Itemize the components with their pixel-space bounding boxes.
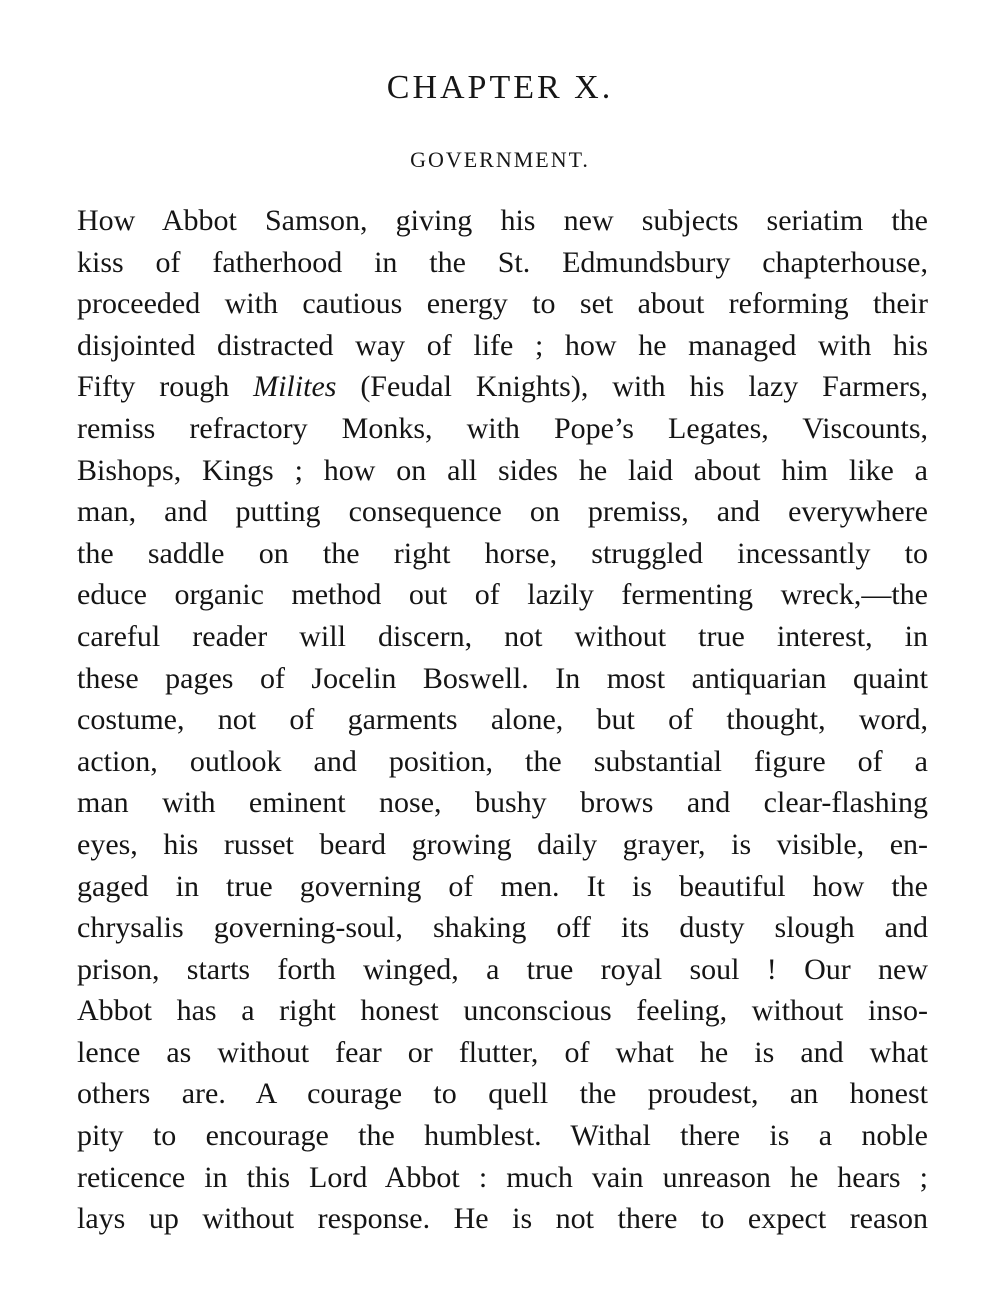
text-line: action, outlook and position, the substantial figure of a bbox=[77, 744, 928, 778]
text-line: proceeded with cautious energy to set about reforming their bbox=[77, 287, 928, 321]
paragraph bbox=[77, 200, 928, 1240]
text-line: man, and putting consequence on premiss, and everywhere bbox=[77, 495, 928, 529]
text-line: kiss of fatherhood in the St. Edmundsbury chapterhouse, bbox=[77, 245, 928, 279]
chapter-heading: CHAPTER X. bbox=[386, 69, 614, 106]
text-line: pity to encourage the humblest. Withal there is a noble bbox=[77, 1119, 928, 1153]
text-line: prison, starts forth winged, a true royal soul ! Our new bbox=[77, 952, 928, 986]
text-segment: (Feudal Knights), with his lazy Farmers, bbox=[336, 370, 928, 404]
text-line bbox=[77, 366, 928, 408]
text-line: Abbot has a right honest unconscious feeling, without inso- bbox=[77, 994, 928, 1028]
text-line: disjointed distracted way of life ; how he managed with his bbox=[77, 328, 928, 362]
text-line: costume, not of garments alone, but of thought, word, bbox=[77, 703, 928, 737]
text-line: these pages of Jocelin Boswell. In most antiquarian quaint bbox=[77, 661, 928, 695]
text-line: Bishops, Kings ; how on all sides he laid about him like a bbox=[77, 453, 928, 487]
text-line: lence as without fear or flutter, of what he is and what bbox=[77, 1035, 928, 1069]
text-line: reticence in this Lord Abbot : much vain unreason he hears ; bbox=[77, 1160, 928, 1194]
text-line: remiss refractory Monks, with Pope’s Legates, Viscounts, bbox=[77, 411, 928, 445]
text-line: educe organic method out of lazily fermenting wreck,—the bbox=[77, 578, 928, 612]
text-line: lays up without response. He is not there to expect reason bbox=[77, 1202, 928, 1236]
text-line: gaged in true governing of men. It is beautiful how the bbox=[77, 869, 928, 903]
latin-term-italic: Milites bbox=[253, 370, 337, 404]
text-line: careful reader will discern, not without true interest, in bbox=[77, 619, 928, 653]
section-heading: GOVERNMENT. bbox=[410, 147, 590, 172]
text-line: How Abbot Samson, giving his new subjects seriatim the bbox=[77, 204, 928, 237]
text-line: eyes, his russet beard growing daily grayer, is visible, en- bbox=[77, 827, 928, 861]
text-line: the saddle on the right horse, struggled incessantly to bbox=[77, 536, 928, 570]
text-line: chrysalis governing-soul, shaking off its dusty slough and bbox=[77, 911, 928, 945]
text-line: man with eminent nose, bushy brows and clear-flashing bbox=[77, 786, 928, 820]
text-segment: Fifty rough bbox=[77, 370, 254, 404]
text-line: others are. A courage to quell the proudest, an honest bbox=[77, 1077, 928, 1111]
